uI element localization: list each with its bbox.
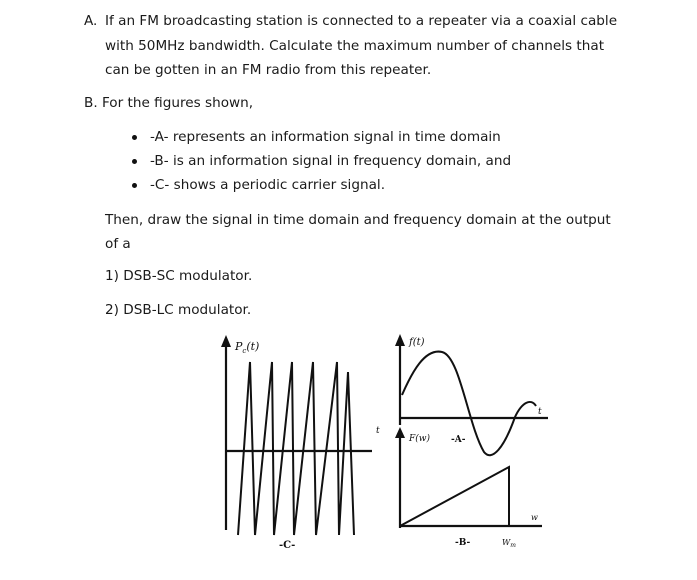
bullet-item-b: -B- is an information signal in frequency domain, and [150,153,512,169]
carrier-sawtooth [238,362,354,535]
signal-a-ylabel: f(t) [409,337,425,348]
spectrum-xlabel: w [531,513,538,522]
signal-a-y-arrow [395,334,405,346]
question-a-label: A. [84,13,98,29]
carrier-ylabel: $P_c(t)$ [235,340,260,355]
carrier-caption: -C- [279,540,296,551]
then-line-2: of a [105,236,131,252]
item-dsb-lc: 2) DSB-LC modulator. [105,302,252,318]
carrier-y-arrow [221,335,231,347]
question-b-intro: B. For the figures shown, [84,95,254,111]
spectrum-ylabel: F(w) [409,434,430,444]
spectrum-wm-label: $W_m$ [502,538,516,549]
carrier-xlabel: t [376,426,380,436]
item-dsb-sc: 1) DSB-SC modulator. [105,268,253,284]
signal-a-caption: -A- [451,435,466,445]
question-a-line-1: If an FM broadcasting station is connected to a repeater via a coaxial cable [105,13,618,29]
spectrum-y-arrow [395,427,405,438]
question-a-line-3: can be gotten in an FM radio from this repeater. [105,62,432,78]
bullet-item-c: -C- shows a periodic carrier signal. [150,177,386,193]
question-a-line-2: with 50MHz bandwidth. Calculate the maximum number of channels that [105,38,605,54]
signal-a-xlabel: t [538,407,542,417]
bullet-item-a: -A- represents an information signal in time domain [150,129,501,145]
spectrum-triangle [400,467,509,526]
spectrum-caption: -B- [455,538,471,548]
then-line-1: Then, draw the signal in time domain and frequency domain at the output [105,212,611,228]
